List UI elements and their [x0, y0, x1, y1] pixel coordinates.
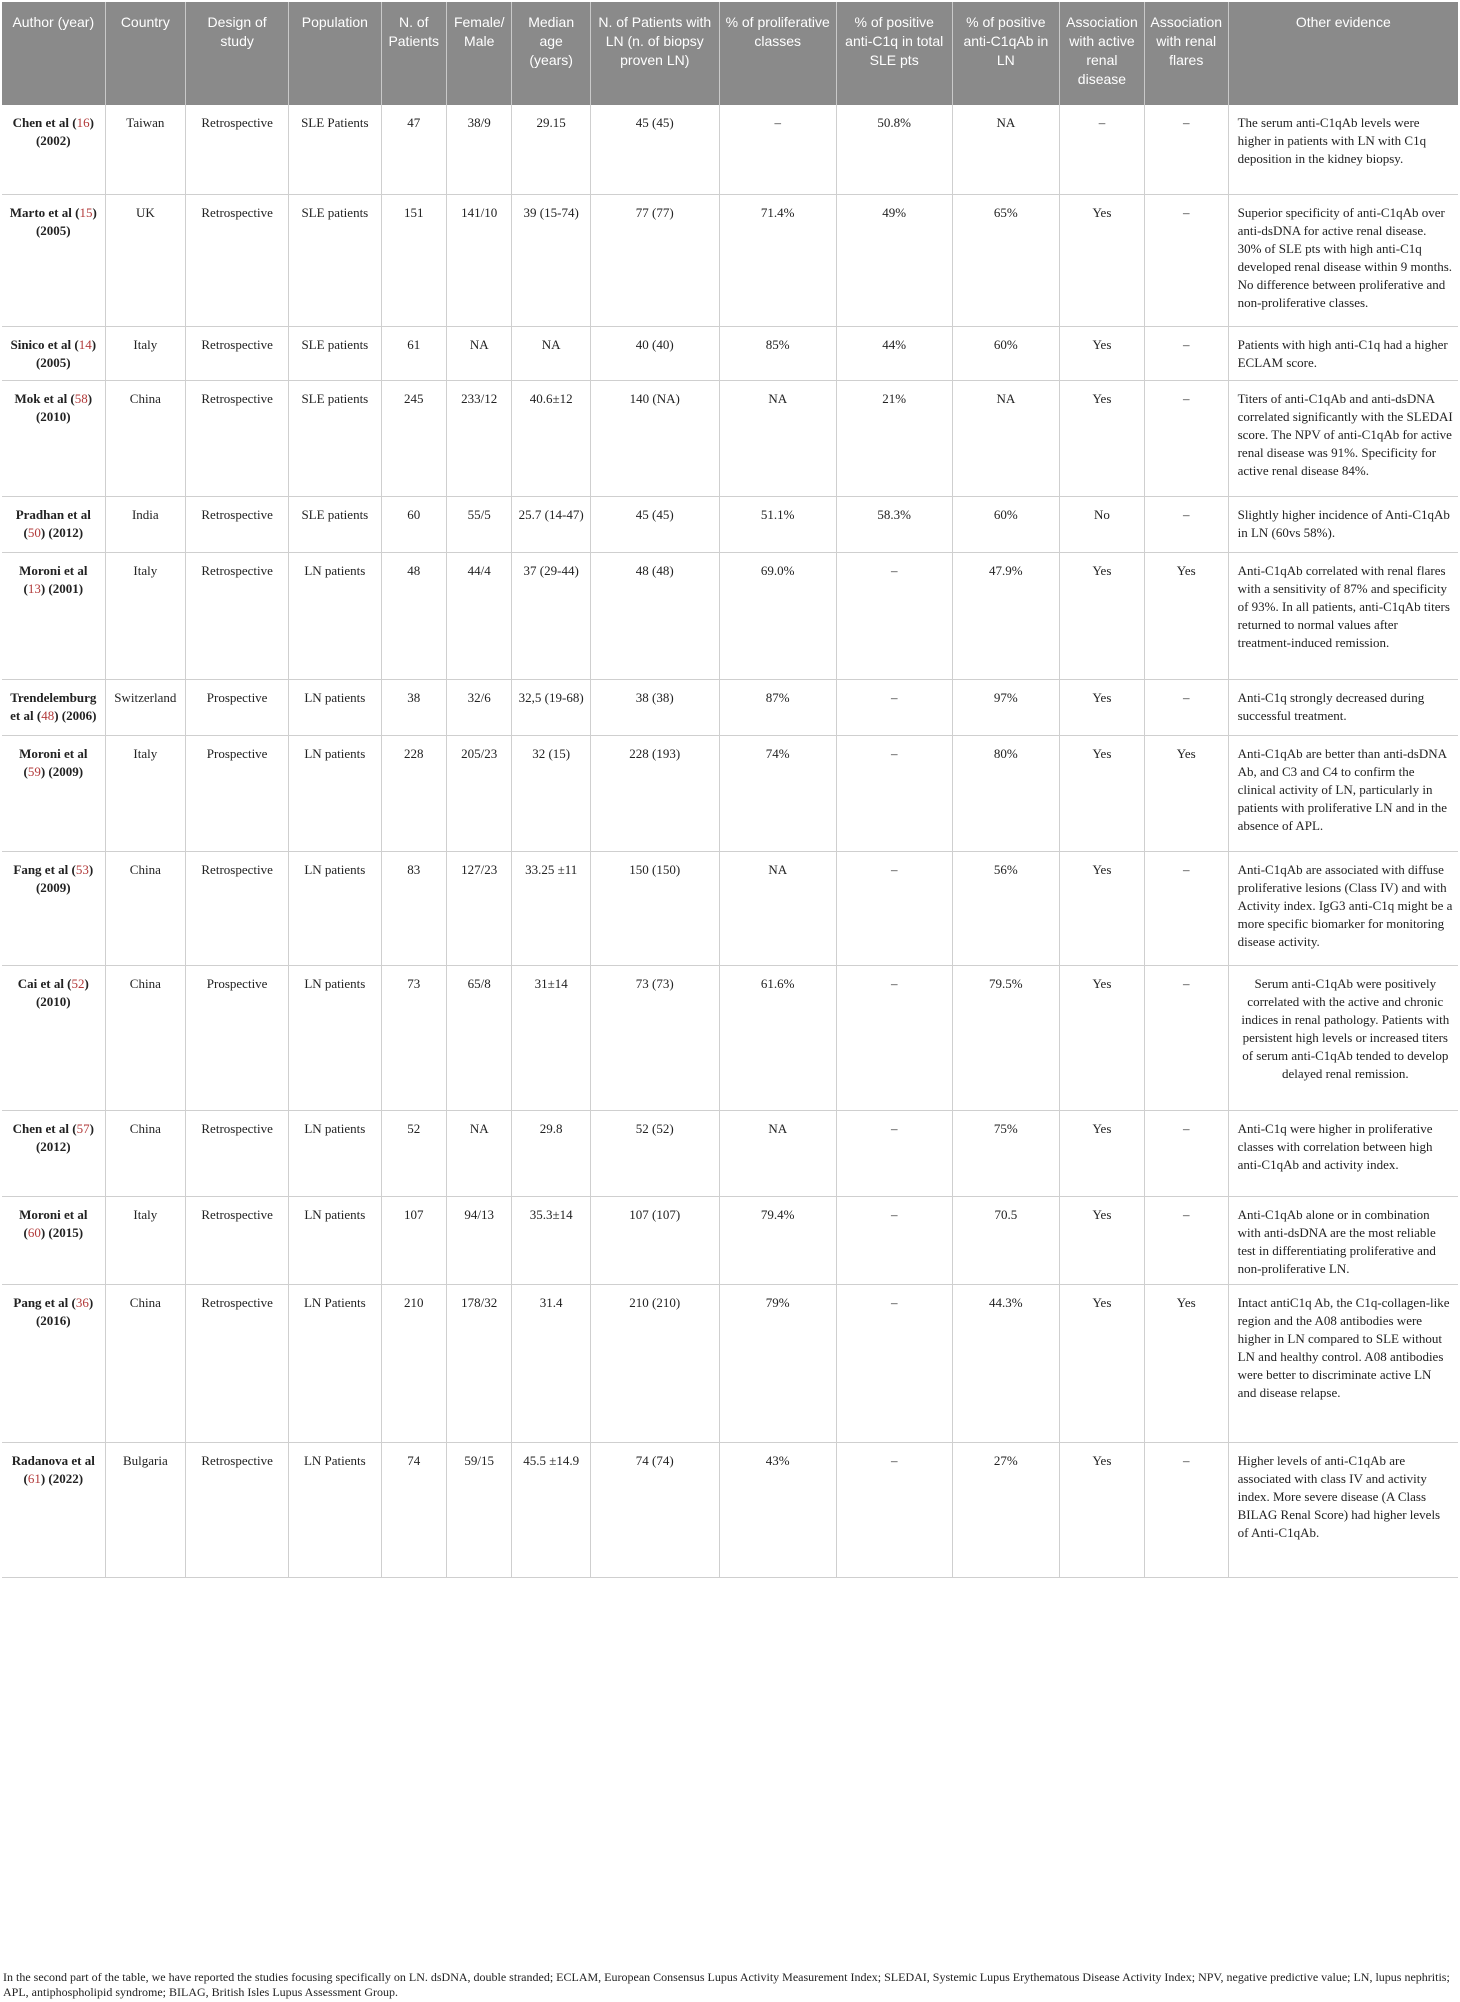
cell-other-evidence: Anti-C1q strongly decreased during successful treatment.: [1228, 679, 1458, 735]
author-year: ) (2012): [40, 524, 84, 540]
author-name: Pang et al (: [13, 1294, 76, 1310]
header-pos-sle: % of positive anti-C1q in total SLE pts: [836, 2, 952, 105]
cell-country: Bulgaria: [105, 1442, 186, 1577]
cell-author: [2, 735, 105, 851]
cell-renal-flares: –: [1144, 1442, 1228, 1577]
cell-n-ln: 45 (45): [590, 105, 719, 194]
table-row: [2, 1110, 1458, 1196]
author-name: Marto et al (: [9, 204, 80, 220]
cell-author: [2, 851, 105, 965]
cell-n-ln: 150 (150): [590, 851, 719, 965]
cell-female-male: 38/9: [446, 105, 511, 194]
cell-renal-flares: –: [1144, 851, 1228, 965]
header-active-renal: Association with active renal disease: [1060, 2, 1145, 105]
cell-population: LN patients: [289, 735, 381, 851]
cell-other-evidence: Superior specificity of anti-C1qAb over anti-dsDNA for active renal disease. 30% of SLE pts with high anti-C1q developed renal disease within 9 months. No difference between proliferative and non-proliferative classes.: [1228, 194, 1458, 326]
cell-design: Retrospective: [186, 1110, 289, 1196]
author-name: Moroni et al (: [19, 562, 88, 596]
cell-active-renal: Yes: [1060, 326, 1145, 380]
cell-female-male: 205/23: [446, 735, 511, 851]
cell-active-renal: Yes: [1060, 194, 1145, 326]
cell-pos-sle: –: [836, 1284, 952, 1442]
cell-author: [2, 326, 105, 380]
cell-author: [2, 552, 105, 679]
cell-proliferative: 85%: [719, 326, 836, 380]
cell-active-renal: Yes: [1060, 380, 1145, 496]
cell-female-male: 55/5: [446, 496, 511, 552]
cell-female-male: 127/23: [446, 851, 511, 965]
cell-renal-flares: –: [1144, 496, 1228, 552]
cell-n-patients: 74: [381, 1442, 446, 1577]
cell-proliferative: 74%: [719, 735, 836, 851]
cell-design: Retrospective: [186, 496, 289, 552]
cell-n-ln: 210 (210): [590, 1284, 719, 1442]
cell-country: China: [105, 380, 186, 496]
cell-country: China: [105, 1110, 186, 1196]
reference-link[interactable]: 53: [75, 861, 89, 877]
author-year: ) (2010): [35, 975, 89, 1009]
header-other-evidence: Other evidence: [1228, 2, 1458, 105]
cell-n-ln: 228 (193): [590, 735, 719, 851]
cell-pos-ln: 70.5: [952, 1196, 1059, 1284]
cell-pos-ln: NA: [952, 105, 1059, 194]
cell-country: China: [105, 1284, 186, 1442]
cell-design: Retrospective: [186, 380, 289, 496]
cell-female-male: 233/12: [446, 380, 511, 496]
cell-pos-sle: –: [836, 1442, 952, 1577]
cell-active-renal: –: [1060, 105, 1145, 194]
cell-female-male: 32/6: [446, 679, 511, 735]
cell-median-age: 29.8: [512, 1110, 590, 1196]
cell-proliferative: NA: [719, 851, 836, 965]
reference-link[interactable]: 16: [76, 115, 90, 130]
cell-n-patients: 60: [381, 496, 446, 552]
cell-pos-ln: NA: [952, 380, 1059, 496]
cell-country: India: [105, 496, 186, 552]
reference-link[interactable]: 14: [78, 336, 92, 352]
cell-n-patients: 38: [381, 679, 446, 735]
cell-other-evidence: Anti-C1qAb correlated with renal flares with a sensitivity of 87% and specificity of 93%. In all patients, anti-C1qAb titers returned to normal values after treatment-induced remission.: [1228, 552, 1458, 679]
cell-active-renal: Yes: [1060, 1442, 1145, 1577]
header-row: [2, 2, 1458, 105]
cell-median-age: 25.7 (14-47): [512, 496, 590, 552]
cell-renal-flares: –: [1144, 965, 1228, 1110]
reference-link[interactable]: 15: [79, 204, 93, 220]
cell-pos-sle: 21%: [836, 380, 952, 496]
cell-country: Italy: [105, 552, 186, 679]
cell-n-ln: 45 (45): [590, 496, 719, 552]
table-container: [2, 2, 1458, 1578]
cell-author: [2, 1196, 105, 1284]
cell-n-ln: 140 (NA): [590, 380, 719, 496]
cell-design: Retrospective: [186, 194, 289, 326]
header-pos-ln: % of positive anti-C1qAb in LN: [952, 2, 1059, 105]
cell-design: Retrospective: [186, 326, 289, 380]
cell-proliferative: 71.4%: [719, 194, 836, 326]
cell-n-patients: 228: [381, 735, 446, 851]
cell-proliferative: NA: [719, 380, 836, 496]
cell-author: [2, 679, 105, 735]
cell-other-evidence: Anti-C1qAb alone or in combination with anti-dsDNA are the most reliable test in differentiating proliferative and non-proliferative LN.: [1228, 1196, 1458, 1284]
author-name: Trendelemburg et al (: [10, 689, 97, 723]
cell-author: [2, 380, 105, 496]
cell-proliferative: 79.4%: [719, 1196, 836, 1284]
cell-active-renal: Yes: [1060, 1284, 1145, 1442]
cell-pos-sle: 50.8%: [836, 105, 952, 194]
table-row: [2, 194, 1458, 326]
cell-design: Prospective: [186, 965, 289, 1110]
header-author: Author (year): [2, 2, 105, 105]
author-name: Chen et al (: [12, 115, 77, 130]
cell-author: [2, 194, 105, 326]
author-name: Radanova et al (: [11, 1452, 95, 1486]
cell-design: Retrospective: [186, 552, 289, 679]
cell-author: [2, 1284, 105, 1442]
author-name: Moroni et al (: [19, 745, 88, 779]
table-row: [2, 1442, 1458, 1577]
author-year: ) (2002): [35, 115, 94, 148]
table-body: [2, 105, 1458, 1577]
table-row: [2, 965, 1458, 1110]
cell-n-patients: 151: [381, 194, 446, 326]
table-row: [2, 496, 1458, 552]
cell-author: [2, 1442, 105, 1577]
table-row: [2, 1284, 1458, 1442]
author-year: ) (2015): [40, 1224, 84, 1240]
reference-link[interactable]: 13: [27, 580, 41, 596]
cell-female-male: 44/4: [446, 552, 511, 679]
cell-pos-ln: 60%: [952, 496, 1059, 552]
cell-n-patients: 245: [381, 380, 446, 496]
cell-author: [2, 496, 105, 552]
cell-country: Italy: [105, 1196, 186, 1284]
reference-link[interactable]: 60: [27, 1224, 41, 1240]
cell-pos-ln: 79.5%: [952, 965, 1059, 1110]
cell-median-age: 33.25 ±11: [512, 851, 590, 965]
cell-pos-sle: –: [836, 735, 952, 851]
cell-renal-flares: –: [1144, 194, 1228, 326]
cell-pos-ln: 60%: [952, 326, 1059, 380]
cell-pos-sle: –: [836, 1196, 952, 1284]
author-name: Sinico et al (: [10, 336, 79, 352]
cell-median-age: 40.6±12: [512, 380, 590, 496]
cell-renal-flares: –: [1144, 1110, 1228, 1196]
cell-population: SLE patients: [289, 194, 381, 326]
cell-female-male: 178/32: [446, 1284, 511, 1442]
cell-population: SLE patients: [289, 326, 381, 380]
cell-median-age: 45.5 ±14.9: [512, 1442, 590, 1577]
cell-population: SLE patients: [289, 380, 381, 496]
cell-female-male: 94/13: [446, 1196, 511, 1284]
author-year: ) (2009): [35, 861, 94, 895]
cell-pos-sle: –: [836, 851, 952, 965]
reference-link[interactable]: 52: [71, 975, 85, 991]
cell-other-evidence: Serum anti-C1qAb were positively correlated with the active and chronic indices in renal pathology. Patients with persistent high levels or increased titers of serum anti-C1qAb tended to develop delayed renal remission.: [1228, 965, 1458, 1110]
cell-renal-flares: Yes: [1144, 1284, 1228, 1442]
cell-design: Retrospective: [186, 851, 289, 965]
cell-active-renal: Yes: [1060, 851, 1145, 965]
table-row: [2, 679, 1458, 735]
cell-pos-ln: 44.3%: [952, 1284, 1059, 1442]
author-year: ) (2016): [35, 1294, 94, 1328]
cell-n-ln: 52 (52): [590, 1110, 719, 1196]
table-row: [2, 326, 1458, 380]
cell-active-renal: Yes: [1060, 679, 1145, 735]
reference-link[interactable]: 50: [27, 524, 41, 540]
cell-active-renal: Yes: [1060, 552, 1145, 679]
author-year: ) (2005): [35, 204, 97, 238]
author-year: ) (2005): [35, 336, 97, 370]
cell-proliferative: NA: [719, 1110, 836, 1196]
cell-renal-flares: –: [1144, 105, 1228, 194]
author-year: ) (2012): [35, 1120, 94, 1154]
cell-population: SLE patients: [289, 496, 381, 552]
author-year: ) (2022): [40, 1470, 84, 1486]
cell-female-male: 141/10: [446, 194, 511, 326]
cell-other-evidence: Intact antiC1q Ab, the C1q-collagen-like region and the A08 antibodies were higher in LN compared to SLE without LN and healthy control. A08 antibodies were better to discriminate active LN and disease relapse.: [1228, 1284, 1458, 1442]
cell-median-age: NA: [512, 326, 590, 380]
cell-renal-flares: –: [1144, 1196, 1228, 1284]
cell-proliferative: 79%: [719, 1284, 836, 1442]
cell-n-ln: 77 (77): [590, 194, 719, 326]
cell-other-evidence: Anti-C1q were higher in proliferative classes with correlation between high anti-C1qAb and activity index.: [1228, 1110, 1458, 1196]
header-country: Country: [105, 2, 186, 105]
header-n-patients: N. of Patients: [381, 2, 446, 105]
reference-link[interactable]: 61: [27, 1470, 41, 1486]
cell-active-renal: Yes: [1060, 1196, 1145, 1284]
table-row: [2, 1196, 1458, 1284]
cell-design: Retrospective: [186, 1284, 289, 1442]
cell-renal-flares: –: [1144, 380, 1228, 496]
cell-female-male: 65/8: [446, 965, 511, 1110]
cell-proliferative: 61.6%: [719, 965, 836, 1110]
cell-n-patients: 61: [381, 326, 446, 380]
header-proliferative: % of proliferative classes: [719, 2, 836, 105]
cell-female-male: 59/15: [446, 1442, 511, 1577]
table-row: [2, 851, 1458, 965]
cell-n-ln: 73 (73): [590, 965, 719, 1110]
header-renal-flares: Association with renal flares: [1144, 2, 1228, 105]
cell-design: Retrospective: [186, 1196, 289, 1284]
cell-median-age: 32,5 (19-68): [512, 679, 590, 735]
cell-design: Prospective: [186, 679, 289, 735]
cell-active-renal: No: [1060, 496, 1145, 552]
cell-proliferative: 87%: [719, 679, 836, 735]
cell-other-evidence: Titers of anti-C1qAb and anti-dsDNA correlated significantly with the SLEDAI score. The NPV of anti-C1qAb for active renal disease was 91%. Specificity for active renal disease 84%.: [1228, 380, 1458, 496]
reference-link[interactable]: 58: [74, 390, 88, 406]
cell-pos-sle: 58.3%: [836, 496, 952, 552]
cell-renal-flares: –: [1144, 679, 1228, 735]
cell-n-patients: 210: [381, 1284, 446, 1442]
cell-pos-sle: 49%: [836, 194, 952, 326]
cell-pos-ln: 27%: [952, 1442, 1059, 1577]
cell-proliferative: –: [719, 105, 836, 194]
cell-country: Italy: [105, 326, 186, 380]
header-n-ln: N. of Patients with LN (n. of biopsy proven LN): [590, 2, 719, 105]
cell-n-patients: 47: [381, 105, 446, 194]
reference-link[interactable]: 36: [75, 1294, 89, 1310]
cell-other-evidence: Higher levels of anti-C1qAb are associated with class IV and activity index. More severe disease (A Class BILAG Renal Score) had higher levels of Anti-C1qAb.: [1228, 1442, 1458, 1577]
cell-author: [2, 1110, 105, 1196]
cell-author: [2, 105, 105, 194]
cell-country: Taiwan: [105, 105, 186, 194]
author-name: Chen et al (: [12, 1120, 77, 1136]
cell-pos-sle: –: [836, 552, 952, 679]
cell-pos-ln: 80%: [952, 735, 1059, 851]
cell-median-age: 31.4: [512, 1284, 590, 1442]
cell-renal-flares: –: [1144, 326, 1228, 380]
cell-female-male: NA: [446, 326, 511, 380]
cell-population: LN patients: [289, 679, 381, 735]
table-header: [2, 2, 1458, 105]
cell-proliferative: 69.0%: [719, 552, 836, 679]
cell-median-age: 31±14: [512, 965, 590, 1110]
cell-country: China: [105, 851, 186, 965]
cell-pos-sle: –: [836, 1110, 952, 1196]
cell-n-ln: 74 (74): [590, 1442, 719, 1577]
cell-n-patients: 83: [381, 851, 446, 965]
cell-pos-sle: 44%: [836, 326, 952, 380]
cell-renal-flares: Yes: [1144, 552, 1228, 679]
cell-active-renal: Yes: [1060, 1110, 1145, 1196]
cell-country: Switzerland: [105, 679, 186, 735]
table-footnote: In the second part of the table, we have reported the studies focusing specifically on LN. dsDNA, double stranded; ECLAM, European Consensus Lupus Activity Measurement Index; SLEDAI, Systemic Lupus Erythematous Disease Activity Index; NPV, negative predictive value; LN, lupus nephritis; APL, antiphospholipid syndrome; BILAG, British Isles Lupus Assessment Group.: [3, 1970, 1450, 1999]
cell-other-evidence: The serum anti-C1qAb levels were higher in patients with LN with C1q deposition in the kidney biopsy.: [1228, 105, 1458, 194]
cell-female-male: NA: [446, 1110, 511, 1196]
table-row: [2, 105, 1458, 194]
cell-active-renal: Yes: [1060, 965, 1145, 1110]
cell-country: UK: [105, 194, 186, 326]
cell-proliferative: 51.1%: [719, 496, 836, 552]
cell-design: Retrospective: [186, 105, 289, 194]
cell-median-age: 37 (29-44): [512, 552, 590, 679]
cell-pos-sle: –: [836, 679, 952, 735]
cell-design: Retrospective: [186, 1442, 289, 1577]
cell-population: LN Patients: [289, 1284, 381, 1442]
cell-other-evidence: Patients with high anti-C1q had a higher ECLAM score.: [1228, 326, 1458, 380]
cell-pos-ln: 97%: [952, 679, 1059, 735]
cell-proliferative: 43%: [719, 1442, 836, 1577]
author-name: Moroni et al (: [19, 1206, 88, 1240]
header-design: Design of study: [186, 2, 289, 105]
cell-pos-ln: 47.9%: [952, 552, 1059, 679]
header-median-age: Median age (years): [512, 2, 590, 105]
header-population: Population: [289, 2, 381, 105]
reference-link[interactable]: 48: [41, 707, 55, 723]
cell-pos-sle: –: [836, 965, 952, 1110]
cell-population: LN patients: [289, 851, 381, 965]
cell-country: Italy: [105, 735, 186, 851]
author-year: ) (2009): [40, 763, 84, 779]
header-female-male: Female/ Male: [446, 2, 511, 105]
cell-design: Prospective: [186, 735, 289, 851]
author-name: Cai et al (: [17, 975, 72, 991]
table-row: [2, 552, 1458, 679]
cell-n-ln: 38 (38): [590, 679, 719, 735]
cell-author: [2, 965, 105, 1110]
cell-other-evidence: Slightly higher incidence of Anti-C1qAb in LN (60vs 58%).: [1228, 496, 1458, 552]
studies-table: [2, 2, 1458, 1578]
cell-pos-ln: 65%: [952, 194, 1059, 326]
author-name: Fang et al (: [13, 861, 76, 877]
cell-n-patients: 52: [381, 1110, 446, 1196]
table-row: [2, 735, 1458, 851]
table-row: [2, 380, 1458, 496]
cell-median-age: 29.15: [512, 105, 590, 194]
cell-active-renal: Yes: [1060, 735, 1145, 851]
author-year: ) (2006): [54, 707, 97, 723]
reference-link[interactable]: 59: [27, 763, 41, 779]
cell-pos-ln: 75%: [952, 1110, 1059, 1196]
cell-n-ln: 48 (48): [590, 552, 719, 679]
cell-median-age: 32 (15): [512, 735, 590, 851]
author-name: Pradhan et al (: [15, 506, 91, 540]
cell-pos-ln: 56%: [952, 851, 1059, 965]
cell-population: LN patients: [289, 965, 381, 1110]
cell-renal-flares: Yes: [1144, 735, 1228, 851]
cell-population: LN patients: [289, 1196, 381, 1284]
cell-population: SLE Patients: [289, 105, 381, 194]
cell-country: China: [105, 965, 186, 1110]
cell-other-evidence: Anti-C1qAb are associated with diffuse proliferative lesions (Class IV) and with Activity index. IgG3 anti-C1q might be a more specific biomarker for monitoring disease activity.: [1228, 851, 1458, 965]
cell-n-patients: 48: [381, 552, 446, 679]
cell-population: LN Patients: [289, 1442, 381, 1577]
reference-link[interactable]: 57: [76, 1120, 90, 1136]
cell-other-evidence: Anti-C1qAb are better than anti-dsDNA Ab, and C3 and C4 to confirm the clinical activity of LN, particularly in patients with proliferative LN and in the absence of APL.: [1228, 735, 1458, 851]
author-name: Mok et al (: [14, 390, 75, 406]
cell-population: LN patients: [289, 1110, 381, 1196]
cell-n-patients: 107: [381, 1196, 446, 1284]
author-year: ) (2010): [35, 390, 93, 424]
cell-median-age: 39 (15-74): [512, 194, 590, 326]
cell-n-ln: 107 (107): [590, 1196, 719, 1284]
cell-n-patients: 73: [381, 965, 446, 1110]
cell-n-ln: 40 (40): [590, 326, 719, 380]
cell-median-age: 35.3±14: [512, 1196, 590, 1284]
cell-population: LN patients: [289, 552, 381, 679]
author-year: ) (2001): [40, 580, 84, 596]
